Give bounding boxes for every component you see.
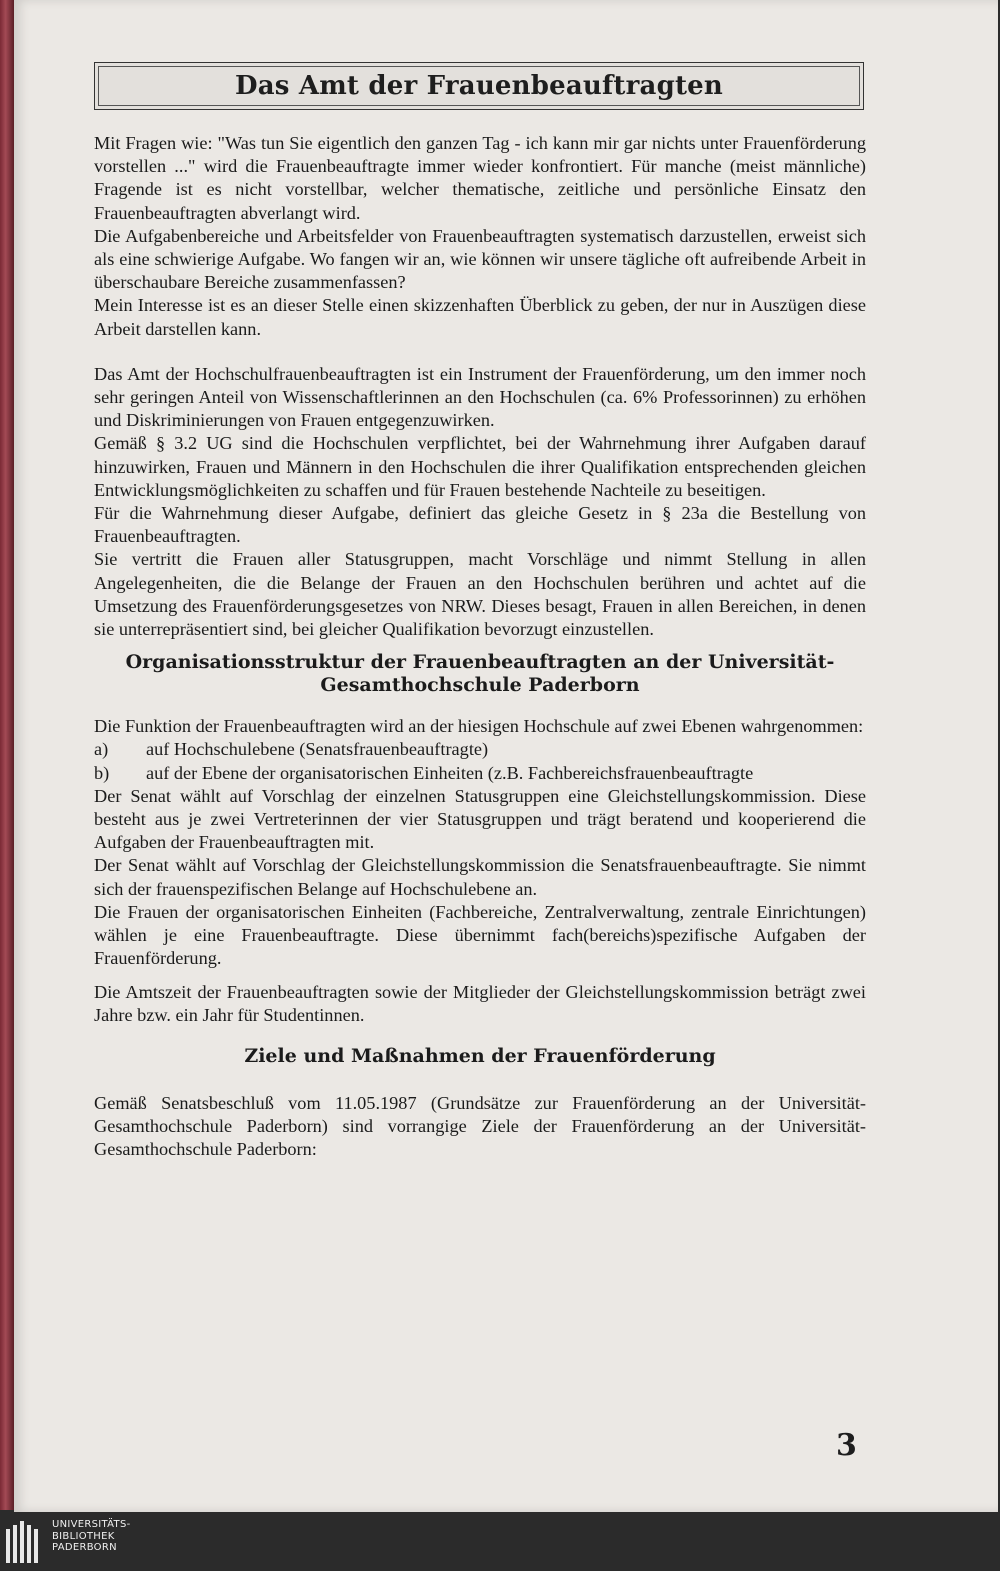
paragraph-levels: Die Funktion der Frauenbeauftragten wird an der hiesigen Hochschule auf zwei Ebenen wahrgenommen: bbox=[94, 716, 864, 737]
list-item-label: b) bbox=[94, 762, 110, 783]
page-number: 3 bbox=[836, 1428, 857, 1463]
section-heading-goals: Ziele und Maßnahmen der Frauenförderung bbox=[244, 1044, 716, 1067]
paragraph-law-3-2: Gemäß § 3.2 UG sind die Hochschulen verpflichtet, bei der Wahrnehmung ihrer Aufgaben darauf hinzuwirken, Frauen und Männern in den Hochschulen die ihrer Qualifikation entsprechenden gleichen Entwicklungsmöglichkeiten zu schaffen und für Frauen bestehende Nachteile zu beseitigen. bbox=[94, 433, 866, 500]
paragraph-commission: Der Senat wählt auf Vorschlag der einzelnen Statusgruppen eine Gleichstellungskommission. Diese besteht aus je zwei Vertreterinnen der vier Statusgruppen und trägt beratend und kooperierend die Aufgaben der Frauenbeauftragten mit. bbox=[94, 785, 866, 853]
list-item bbox=[94, 738, 866, 761]
library-logo-line: BIBLIOTHEK bbox=[52, 1530, 115, 1542]
library-logo-icon bbox=[6, 1521, 46, 1563]
library-logo-line: UNIVERSITÄTS- bbox=[52, 1519, 131, 1530]
list-item-text: auf Hochschulebene (Senatsfrauenbeauftragte) bbox=[146, 739, 489, 760]
document-page bbox=[14, 0, 998, 1512]
paragraph-senate: Der Senat wählt auf Vorschlag der Gleichstellungskommission die Senatsfrauenbeauftragte. Sie nimmt sich der frauenspezifischen Belange auf Hochschulebene an. bbox=[94, 855, 866, 899]
paragraph-intro: Mit Fragen wie: "Was tun Sie eigentlich den ganzen Tag - ich kann mir gar nichts unter Frauenförderung vorstellen ..." wird die Frauenbeauftragte immer wieder konfrontiert. Für manche (meist männliche) Fragende ist es nicht vorstellbar, welcher thematische, zeitliche und persönliche Einsatz den Frauenbeauftragten abverlangt wird. bbox=[94, 133, 866, 223]
library-logo-text bbox=[52, 1519, 131, 1554]
book-spine-edge bbox=[0, 0, 14, 1510]
page-content bbox=[94, 132, 866, 1162]
paragraph-interest: Mein Interesse ist es an dieser Stelle einen skizzenhaften Überblick zu geben, der nur in Auszügen diese Arbeit darstellen kann. bbox=[94, 295, 866, 339]
library-logo-line: PADERBORN bbox=[52, 1542, 117, 1553]
page-title: Das Amt der Frauenbeauftragten bbox=[234, 71, 724, 101]
paragraph-law-23a: Für die Wahrnehmung dieser Aufgabe, definiert das gleiche Gesetz in § 23a die Bestellung von Frauenbeauftragten. bbox=[94, 503, 866, 547]
list-item-label: a) bbox=[94, 739, 109, 760]
paragraph-tasks: Die Aufgabenbereiche und Arbeitsfelder von Frauenbeauftragten systematisch darzustellen, erweist sich als eine schwierige Aufgabe. Wo fangen wir an, wie können wir unsere tägliche oft aufreibende Arbeit in überschaubare Bereiche zusammenfassen? bbox=[94, 225, 866, 293]
list-item bbox=[94, 762, 866, 785]
page-title-box bbox=[94, 62, 864, 110]
paragraph-senate-decision: Gemäß Senatsbeschluß vom 11.05.1987 (Grundsätze zur Frauenförderung an der Universität-Gesamthochschule Paderborn) sind vorrangige Ziele der Frauenförderung an der Universität-Gesamthochschule Paderborn: bbox=[94, 1092, 866, 1160]
paragraph-term: Die Amtszeit der Frauenbeauftragten sowie der Mitglieder der Gleichstellungskommission beträgt zwei Jahre bzw. ein Jahr für Studentinnen. bbox=[94, 981, 866, 1025]
paragraph-representation: Sie vertritt die Frauen aller Statusgruppen, macht Vorschläge und nimmt Stellung in allen Angelegenheiten, die die Belange der Frauen an den Hochschulen berühren und achtet auf die Umsetzung des Frauenförderungsgesetzes von NRW. Dieses besagt, Frauen in allen Bereichen, in denen sie unterrepräsentiert sind, bei gleicher Qualifikation bevorzugt einzustellen. bbox=[94, 549, 866, 640]
paragraph-office: Das Amt der Hochschulfrauenbeauftragten ist ein Instrument der Frauenförderung, um den immer noch sehr geringen Anteil von Wissenschaftlerinnen an den Hochschulen (ca. 6% Professorinnen) zu erhöhen und Diskriminierungen von Frauen entgegenzuwirken. bbox=[94, 363, 866, 431]
footer-bar bbox=[0, 1512, 1000, 1571]
paragraph-units: Die Frauen der organisatorischen Einheiten (Fachbereiche, Zentralverwaltung, zentrale Einrichtungen) wählen je eine Frauenbeauftragte. Diese übernimmt fach(bereichs)spezifische Aufgaben der Frauenförderung. bbox=[94, 901, 866, 969]
section-heading-organisation: Organisationsstruktur der Frauenbeauftragten an der Universität-Gesamthochschule Paderborn bbox=[125, 651, 835, 697]
list-item-text: auf der Ebene der organisatorischen Einheiten (z.B. Fachbereichsfrauenbeauftragte bbox=[146, 762, 754, 783]
